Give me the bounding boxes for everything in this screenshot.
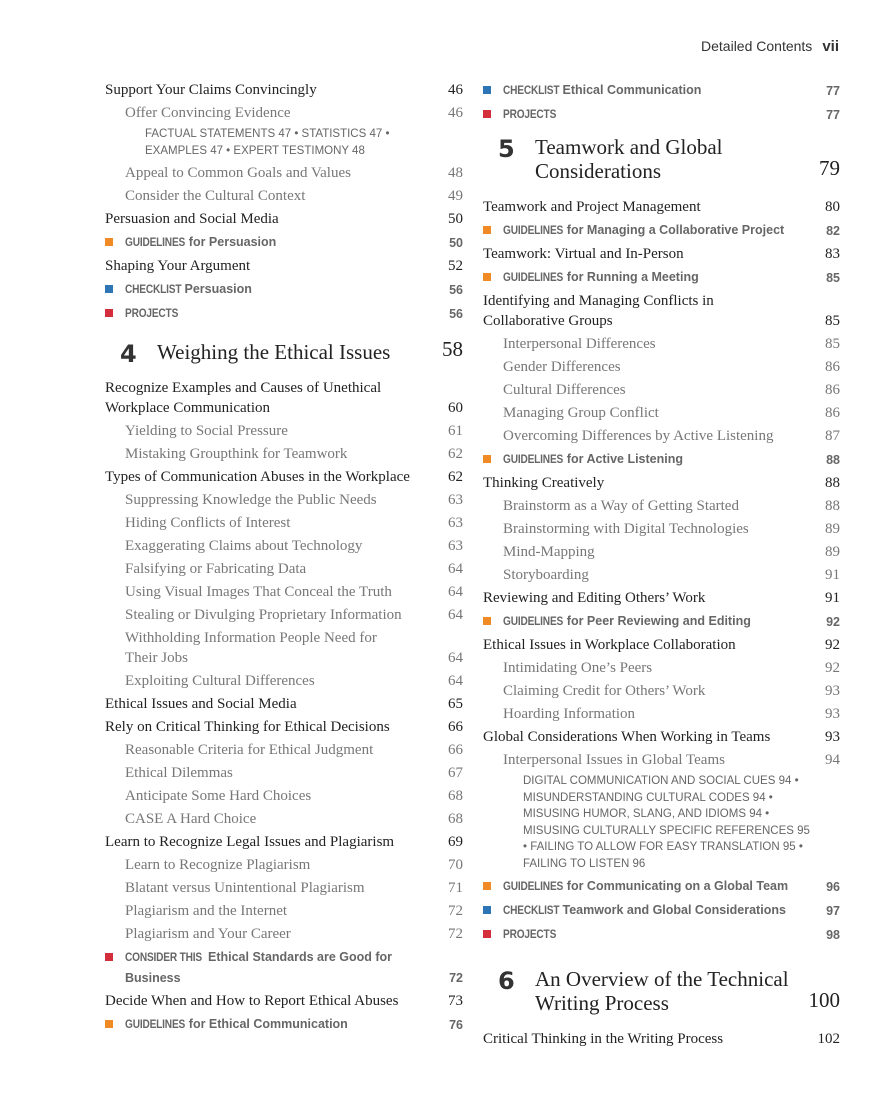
toc-subentry [105, 924, 463, 944]
chapter-number: 6 [498, 967, 515, 995]
toc-subentry [483, 403, 840, 423]
toc-entry-page: 48 [448, 165, 463, 181]
feature-keyword: GUIDELINES [503, 272, 564, 284]
toc-subentry [105, 809, 463, 829]
feature-keyword: CHECKLIST [503, 85, 560, 97]
toc-entry-page: 72 [449, 971, 463, 985]
toc-entry-title: Critical Thinking in the Writing Process [483, 1031, 724, 1047]
red-square-icon [105, 953, 113, 961]
toc-subentry [483, 496, 840, 516]
toc-entry-title: Ethical Dilemmas [125, 765, 233, 781]
toc-entry-title: CASE A Hard Choice [125, 811, 257, 827]
feature-keyword: PROJECTS [503, 109, 557, 121]
toc-entry-title: Global Considerations When Working in Teams [483, 729, 771, 745]
toc-entry-title: Cultural Differences [503, 382, 626, 398]
toc-entry-title: Identifying and Managing Conflicts in Collaborative Groups [483, 293, 714, 329]
toc-subentry [483, 750, 840, 770]
orange-square-icon [483, 882, 491, 890]
toc-subentry [105, 671, 463, 691]
toc-entry-title: Suppressing Knowledge the Public Needs [125, 492, 377, 508]
feature-keyword: CHECKLIST [125, 284, 182, 296]
toc-entry-page: 92 [826, 615, 840, 629]
toc-feature-guidelines [483, 267, 840, 288]
toc-subentry [105, 763, 463, 783]
toc-entry-page: 86 [825, 359, 840, 375]
toc-entry-title: Consider the Cultural Context [125, 188, 306, 204]
toc-entry-page: 64 [448, 607, 463, 623]
toc-entry-title: Brainstorm as a Way of Getting Started [503, 498, 739, 514]
toc-entry-title: Decide When and How to Report Ethical Abuses [105, 993, 399, 1009]
toc-entry-title: Rely on Critical Thinking for Ethical Decisions [105, 719, 390, 735]
toc-entry-page: 93 [825, 729, 840, 745]
toc-entry-title: Withholding Information People Need for Their Jobs [125, 630, 377, 666]
toc-entry [483, 1029, 840, 1049]
toc-entry-title: Using Visual Images That Conceal the Truth [125, 584, 392, 600]
toc-entry-title: Hoarding Information [503, 706, 636, 722]
toc-entry-page: 49 [448, 188, 463, 204]
toc-feature-guidelines [483, 449, 840, 470]
toc-entry-page: 97 [826, 904, 840, 918]
toc-entry-page: 64 [448, 561, 463, 577]
toc-feature-guidelines [105, 232, 463, 253]
toc-entry-page: 63 [448, 538, 463, 554]
toc-subentry [105, 855, 463, 875]
toc-subentry [483, 681, 840, 701]
toc-entry [105, 209, 463, 229]
toc-entry [105, 378, 463, 418]
toc-entry-page: 50 [448, 211, 463, 227]
blue-square-icon [483, 86, 491, 94]
toc-entry-title: Interpersonal Issues in Global Teams [503, 752, 725, 768]
toc-subentry [105, 186, 463, 206]
page-number: vii [822, 38, 839, 55]
toc-entry-title: Overcoming Differences by Active Listening [503, 428, 774, 444]
toc-subentry [105, 103, 463, 123]
toc-entry-page: 80 [825, 199, 840, 215]
toc-entry-page: 89 [825, 521, 840, 537]
toc-topic-list: FACTUAL STATEMENTS 47 • STATISTICS 47 • EXAMPLES 47 • EXPERT TESTIMONY 48 [145, 128, 390, 157]
toc-subentry [105, 901, 463, 921]
toc-entry [105, 467, 463, 487]
toc-subentry [105, 605, 463, 625]
toc-feature-checklist [105, 279, 463, 300]
toc-entry-page: 64 [448, 673, 463, 689]
toc-entry-title: Gender Differences [503, 359, 621, 375]
toc-subentry [483, 426, 840, 446]
toc-subentry [483, 357, 840, 377]
toc-subentry [105, 740, 463, 760]
toc-entry [483, 588, 840, 608]
toc-entry-page: 85 [825, 336, 840, 352]
toc-entry-page: 88 [825, 498, 840, 514]
orange-square-icon [105, 1020, 113, 1028]
toc-subentry [483, 565, 840, 585]
toc-entry-page: 66 [448, 719, 463, 735]
feature-keyword: GUIDELINES [503, 881, 564, 893]
toc-subentry [105, 786, 463, 806]
toc-entry-page: 102 [817, 1031, 840, 1047]
toc-entry-page: 96 [826, 880, 840, 894]
feature-keyword: PROJECTS [503, 929, 557, 941]
running-header [701, 38, 839, 55]
toc-entry-title: Storyboarding [503, 567, 589, 583]
toc-entry-page: 91 [825, 567, 840, 583]
toc-entry-title: Claiming Credit for Others’ Work [503, 683, 706, 699]
toc-entry-title: Learn to Recognize Legal Issues and Plagiarism [105, 834, 395, 850]
toc-entry-page: 83 [825, 246, 840, 262]
feature-keyword: GUIDELINES [503, 454, 564, 466]
toc-entry-page: 82 [826, 224, 840, 238]
chapter-page: 100 [808, 988, 840, 1012]
toc-feature-checklist [483, 80, 840, 101]
toc-feature-checklist [483, 900, 840, 921]
feature-title: Teamwork and Global Considerations [562, 903, 786, 917]
contents-right-column [483, 80, 840, 1052]
toc-subentry [483, 658, 840, 678]
feature-title: for Persuasion [188, 235, 277, 249]
toc-subentry [105, 444, 463, 464]
orange-square-icon [483, 273, 491, 281]
chapter-title: Weighing the Ethical Issues [157, 340, 391, 364]
toc-entry-title: Exaggerating Claims about Technology [125, 538, 363, 554]
toc-entry-page: 64 [448, 650, 463, 666]
toc-entry-page: 67 [448, 765, 463, 781]
toc-feature-guidelines [483, 611, 840, 632]
toc-subentry [105, 490, 463, 510]
toc-feature-projects [483, 104, 840, 125]
toc-entry-title: Recognize Examples and Causes of Unethical Workplace Communication [105, 380, 382, 416]
toc-entry-page: 87 [825, 428, 840, 444]
toc-entry-page: 92 [825, 637, 840, 653]
toc-entry-page: 56 [449, 283, 463, 297]
toc-entry-title: Types of Communication Abuses in the Workplace [105, 469, 410, 485]
toc-entry-title: Ethical Issues in Workplace Collaboration [483, 637, 736, 653]
feature-keyword: CHECKLIST [503, 905, 560, 917]
chapter-number: 5 [498, 135, 515, 163]
toc-subentry [105, 582, 463, 602]
toc-subentry [105, 536, 463, 556]
chapter-heading [483, 967, 840, 1015]
toc-entry-page: 93 [825, 683, 840, 699]
feature-keyword: GUIDELINES [125, 237, 186, 249]
toc-entry-page: 50 [449, 236, 463, 250]
toc-subentry [105, 559, 463, 579]
toc-feature-guidelines [105, 1014, 463, 1035]
chapter-title: An Overview of the Technical Writing Process [535, 967, 789, 1015]
toc-entry [105, 717, 463, 737]
feature-keyword: PROJECTS [125, 308, 179, 320]
contents-left-column [105, 80, 463, 1038]
orange-square-icon [483, 226, 491, 234]
toc-entry-page: 66 [448, 742, 463, 758]
toc-entry-title: Reviewing and Editing Others’ Work [483, 590, 706, 606]
feature-keyword: GUIDELINES [503, 616, 564, 628]
toc-entry [483, 197, 840, 217]
toc-entry-page: 85 [825, 313, 840, 329]
toc-entry-page: 88 [825, 475, 840, 491]
chapter-heading [105, 337, 463, 368]
toc-entry-page: 72 [448, 903, 463, 919]
feature-keyword: GUIDELINES [503, 225, 564, 237]
toc-subentry [483, 334, 840, 354]
toc-entry-title: Intimidating One’s Peers [503, 660, 653, 676]
toc-entry [105, 256, 463, 276]
toc-entry-page: 98 [826, 928, 840, 942]
toc-entry-page: 72 [448, 926, 463, 942]
toc-feature-guidelines [483, 220, 840, 241]
toc-entry-title: Support Your Claims Convincingly [105, 82, 317, 98]
orange-square-icon [483, 455, 491, 463]
toc-subentry [105, 513, 463, 533]
toc-entry-title: Plagiarism and Your Career [125, 926, 291, 942]
toc-entry-page: 62 [448, 469, 463, 485]
toc-entry-page: 71 [448, 880, 463, 896]
toc-entry-page: 73 [448, 993, 463, 1009]
toc-entry-title: Anticipate Some Hard Choices [125, 788, 312, 804]
feature-title: Ethical Communication [562, 83, 702, 97]
toc-subentry [483, 519, 840, 539]
toc-topic-list: DIGITAL COMMUNICATION AND SOCIAL CUES 94 • MISUNDERSTANDING CULTURAL CODES 94 • MISUSING HUMOR, SLANG, AND IDIOMS 94 • MISUSING CULTURALLY SPECIFIC REFERENCES 95 • FAILING TO ALLOW FOR EASY TRANSLATION 95 • FAILING TO LISTEN 96 [523, 775, 810, 870]
orange-square-icon [483, 617, 491, 625]
toc-entry-page: 93 [825, 706, 840, 722]
toc-entry [483, 635, 840, 655]
toc-entry-page: 56 [449, 307, 463, 321]
toc-entry-page: 64 [448, 584, 463, 600]
toc-entry-title: Persuasion and Social Media [105, 211, 279, 227]
chapter-number: 4 [120, 340, 137, 368]
chapter-page: 79 [819, 156, 840, 180]
toc-entry-page: 68 [448, 811, 463, 827]
toc-entry-title: Managing Group Conflict [503, 405, 659, 421]
toc-entry-title: Exploiting Cultural Differences [125, 673, 315, 689]
toc-entry-title: Hiding Conflicts of Interest [125, 515, 291, 531]
toc-feature-projects [105, 303, 463, 324]
toc-entry-page: 61 [448, 423, 463, 439]
toc-entry [105, 832, 463, 852]
toc-entry-page: 86 [825, 405, 840, 421]
feature-title: for Peer Reviewing and Editing [566, 614, 751, 628]
toc-entry-title: Thinking Creatively [483, 475, 605, 491]
blue-square-icon [483, 906, 491, 914]
toc-entry [483, 473, 840, 493]
toc-entry-title: Blatant versus Unintentional Plagiarism [125, 880, 365, 896]
toc-entry-page: 65 [448, 696, 463, 712]
toc-entry-page: 70 [448, 857, 463, 873]
orange-square-icon [105, 238, 113, 246]
toc-entry-title: Stealing or Divulging Proprietary Information [125, 607, 402, 623]
toc-entry [105, 694, 463, 714]
toc-entry-title: Brainstorming with Digital Technologies [503, 521, 749, 537]
toc-subentry [105, 628, 463, 668]
toc-entry-title: Teamwork: Virtual and In-Person [483, 246, 684, 262]
toc-subentry [105, 878, 463, 898]
feature-title: for Managing a Collaborative Project [566, 223, 785, 237]
toc-entry-title: Appeal to Common Goals and Values [125, 165, 351, 181]
chapter-heading [483, 135, 840, 183]
toc-entry-page: 46 [448, 82, 463, 98]
toc-entry [105, 991, 463, 1011]
running-header-title: Detailed Contents [701, 38, 813, 54]
toc-entry-title: Ethical Issues and Social Media [105, 696, 297, 712]
feature-title: for Communicating on a Global Team [566, 879, 789, 893]
toc-entry-page: 86 [825, 382, 840, 398]
red-square-icon [483, 110, 491, 118]
feature-title: for Running a Meeting [566, 270, 699, 284]
toc-entry-title: Mind-Mapping [503, 544, 595, 560]
toc-entry-title: Shaping Your Argument [105, 258, 251, 274]
toc-entry-page: 69 [448, 834, 463, 850]
toc-entry [483, 244, 840, 264]
feature-title: Persuasion [184, 282, 252, 296]
feature-title: Ethical Standards are Good for Business [125, 950, 393, 985]
toc-entry-title: Yielding to Social Pressure [125, 423, 288, 439]
red-square-icon [483, 930, 491, 938]
toc-entry-page: 92 [825, 660, 840, 676]
toc-entry-title: Reasonable Criteria for Ethical Judgment [125, 742, 374, 758]
toc-entry [483, 727, 840, 747]
red-square-icon [105, 309, 113, 317]
chapter-title: Teamwork and Global Considerations [535, 135, 723, 183]
toc-subentry [105, 421, 463, 441]
toc-entry-title: Mistaking Groupthink for Teamwork [125, 446, 348, 462]
toc-entry-page: 63 [448, 515, 463, 531]
toc-entry-title: Plagiarism and the Internet [125, 903, 288, 919]
toc-feature-guidelines [483, 876, 840, 897]
feature-keyword: GUIDELINES [125, 1019, 186, 1031]
toc-entry-page: 89 [825, 544, 840, 560]
toc-entry-page: 77 [826, 108, 840, 122]
chapter-page: 58 [442, 337, 463, 361]
toc-feature-consider-this [105, 947, 463, 988]
toc-entry-page: 88 [826, 453, 840, 467]
toc-entry-page: 85 [826, 271, 840, 285]
toc-entry-page: 68 [448, 788, 463, 804]
toc-entry [105, 80, 463, 100]
toc-entry-title: Learn to Recognize Plagiarism [125, 857, 311, 873]
toc-entry-page: 46 [448, 105, 463, 121]
toc-subentry [483, 704, 840, 724]
toc-entry-title: Falsifying or Fabricating Data [125, 561, 307, 577]
toc-entry-page: 91 [825, 590, 840, 606]
toc-entry-page: 94 [825, 752, 840, 768]
feature-keyword: CONSIDER THIS [125, 952, 202, 964]
toc-entry-page: 77 [826, 84, 840, 98]
toc-entry-title: Teamwork and Project Management [483, 199, 701, 215]
toc-entry-page: 52 [448, 258, 463, 274]
blue-square-icon [105, 285, 113, 293]
feature-title: for Active Listening [566, 452, 683, 466]
toc-entry-title: Interpersonal Differences [503, 336, 656, 352]
toc-entry [483, 291, 840, 331]
toc-subentry [105, 163, 463, 183]
feature-title: for Ethical Communication [188, 1017, 348, 1031]
toc-entry-page: 60 [448, 400, 463, 416]
toc-subentry [483, 542, 840, 562]
toc-entry-page: 62 [448, 446, 463, 462]
toc-entry-page: 63 [448, 492, 463, 508]
toc-entry-page: 76 [449, 1018, 463, 1032]
toc-subentry [483, 380, 840, 400]
toc-entry-title: Offer Convincing Evidence [125, 105, 291, 121]
toc-feature-projects [483, 924, 840, 945]
